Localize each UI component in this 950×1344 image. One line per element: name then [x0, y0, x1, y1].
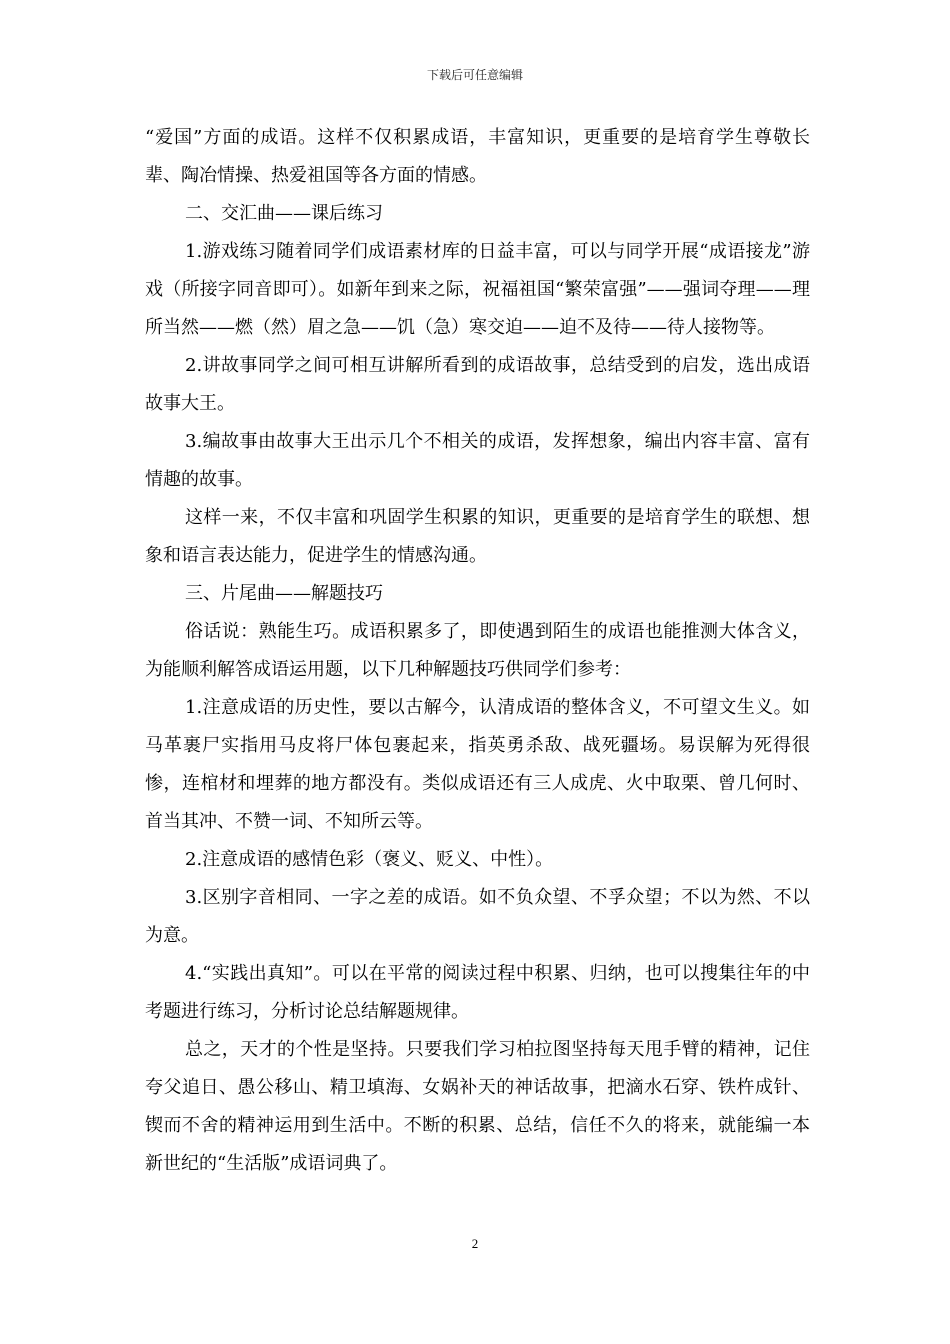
paragraph-10: 2.注意成语的感情色彩（褒义、贬义、中性）。: [185, 849, 554, 870]
document-body: [145, 119, 810, 1183]
paragraph-12: 4.“实践出真知”。可以在平常的阅读过程中积累、归纳，也可以搜集往年的中考题进行练习，分析讨论总结解题规律。: [145, 963, 810, 1022]
paragraph-9: 1.注意成语的历史性，要以古解今，认清成语的整体含义，不可望文生义。如马革裹尸实指用马皮将尸体包裹起来，指英勇杀敌、战死疆场。易误解为死得很惨，连棺材和埋葬的地方都没有。类似成语还有三人成虎、火中取栗、曾几何时、首当其冲、不赞一词、不知所云等。: [145, 697, 810, 832]
paragraph-6: 这样一来，不仅丰富和巩固学生积累的知识，更重要的是培育学生的联想、想象和语言表达能力，促进学生的情感沟通。: [145, 507, 810, 566]
page-header: 下载后可任意编辑: [426, 68, 523, 82]
paragraph-5: 3.编故事由故事大王出示几个不相关的成语，发挥想象，编出内容丰富、富有情趣的故事。: [145, 431, 810, 490]
section-heading-2: 二、交汇曲——课后练习: [185, 203, 383, 224]
section-heading-3: 三、片尾曲——解题技巧: [185, 583, 383, 604]
paragraph-13: 总之，天才的个性是坚持。只要我们学习柏拉图坚持每天甩手臂的精神，记住夸父追日、愚公移山、精卫填海、女娲补天的神话故事，把滴水石穿、铁杵成针、锲而不舍的精神运用到生活中。不断的积累、总结，信任不久的将来，就能编一本新世纪的“生活版”成语词典了。: [145, 1039, 810, 1174]
paragraph-3: 1.游戏练习随着同学们成语素材库的日益丰富，可以与同学开展“成语接龙”游戏（所接字同音即可）。如新年到来之际，祝福祖国“繁荣富强”——强词夺理——理所当然——燃（然）眉之急——饥（急）寒交迫——迫不及待——待人接物等。: [145, 241, 810, 338]
paragraph-4: 2.讲故事同学之间可相互讲解所看到的成语故事，总结受到的启发，选出成语故事大王。: [145, 355, 810, 414]
paragraph-11: 3.区别字音相同、一字之差的成语。如不负众望、不孚众望；不以为然、不以为意。: [145, 887, 810, 946]
paragraph-1: “爱国”方面的成语。这样不仅积累成语，丰富知识，更重要的是培育学生尊敬长辈、陶冶情操、热爱祖国等各方面的情感。: [145, 127, 810, 186]
paragraph-8: 俗话说：熟能生巧。成语积累多了，即使遇到陌生的成语也能推测大体含义，为能顺利解答成语运用题，以下几种解题技巧供同学们参考：: [145, 621, 810, 680]
page-number: 2: [471, 1236, 479, 1251]
